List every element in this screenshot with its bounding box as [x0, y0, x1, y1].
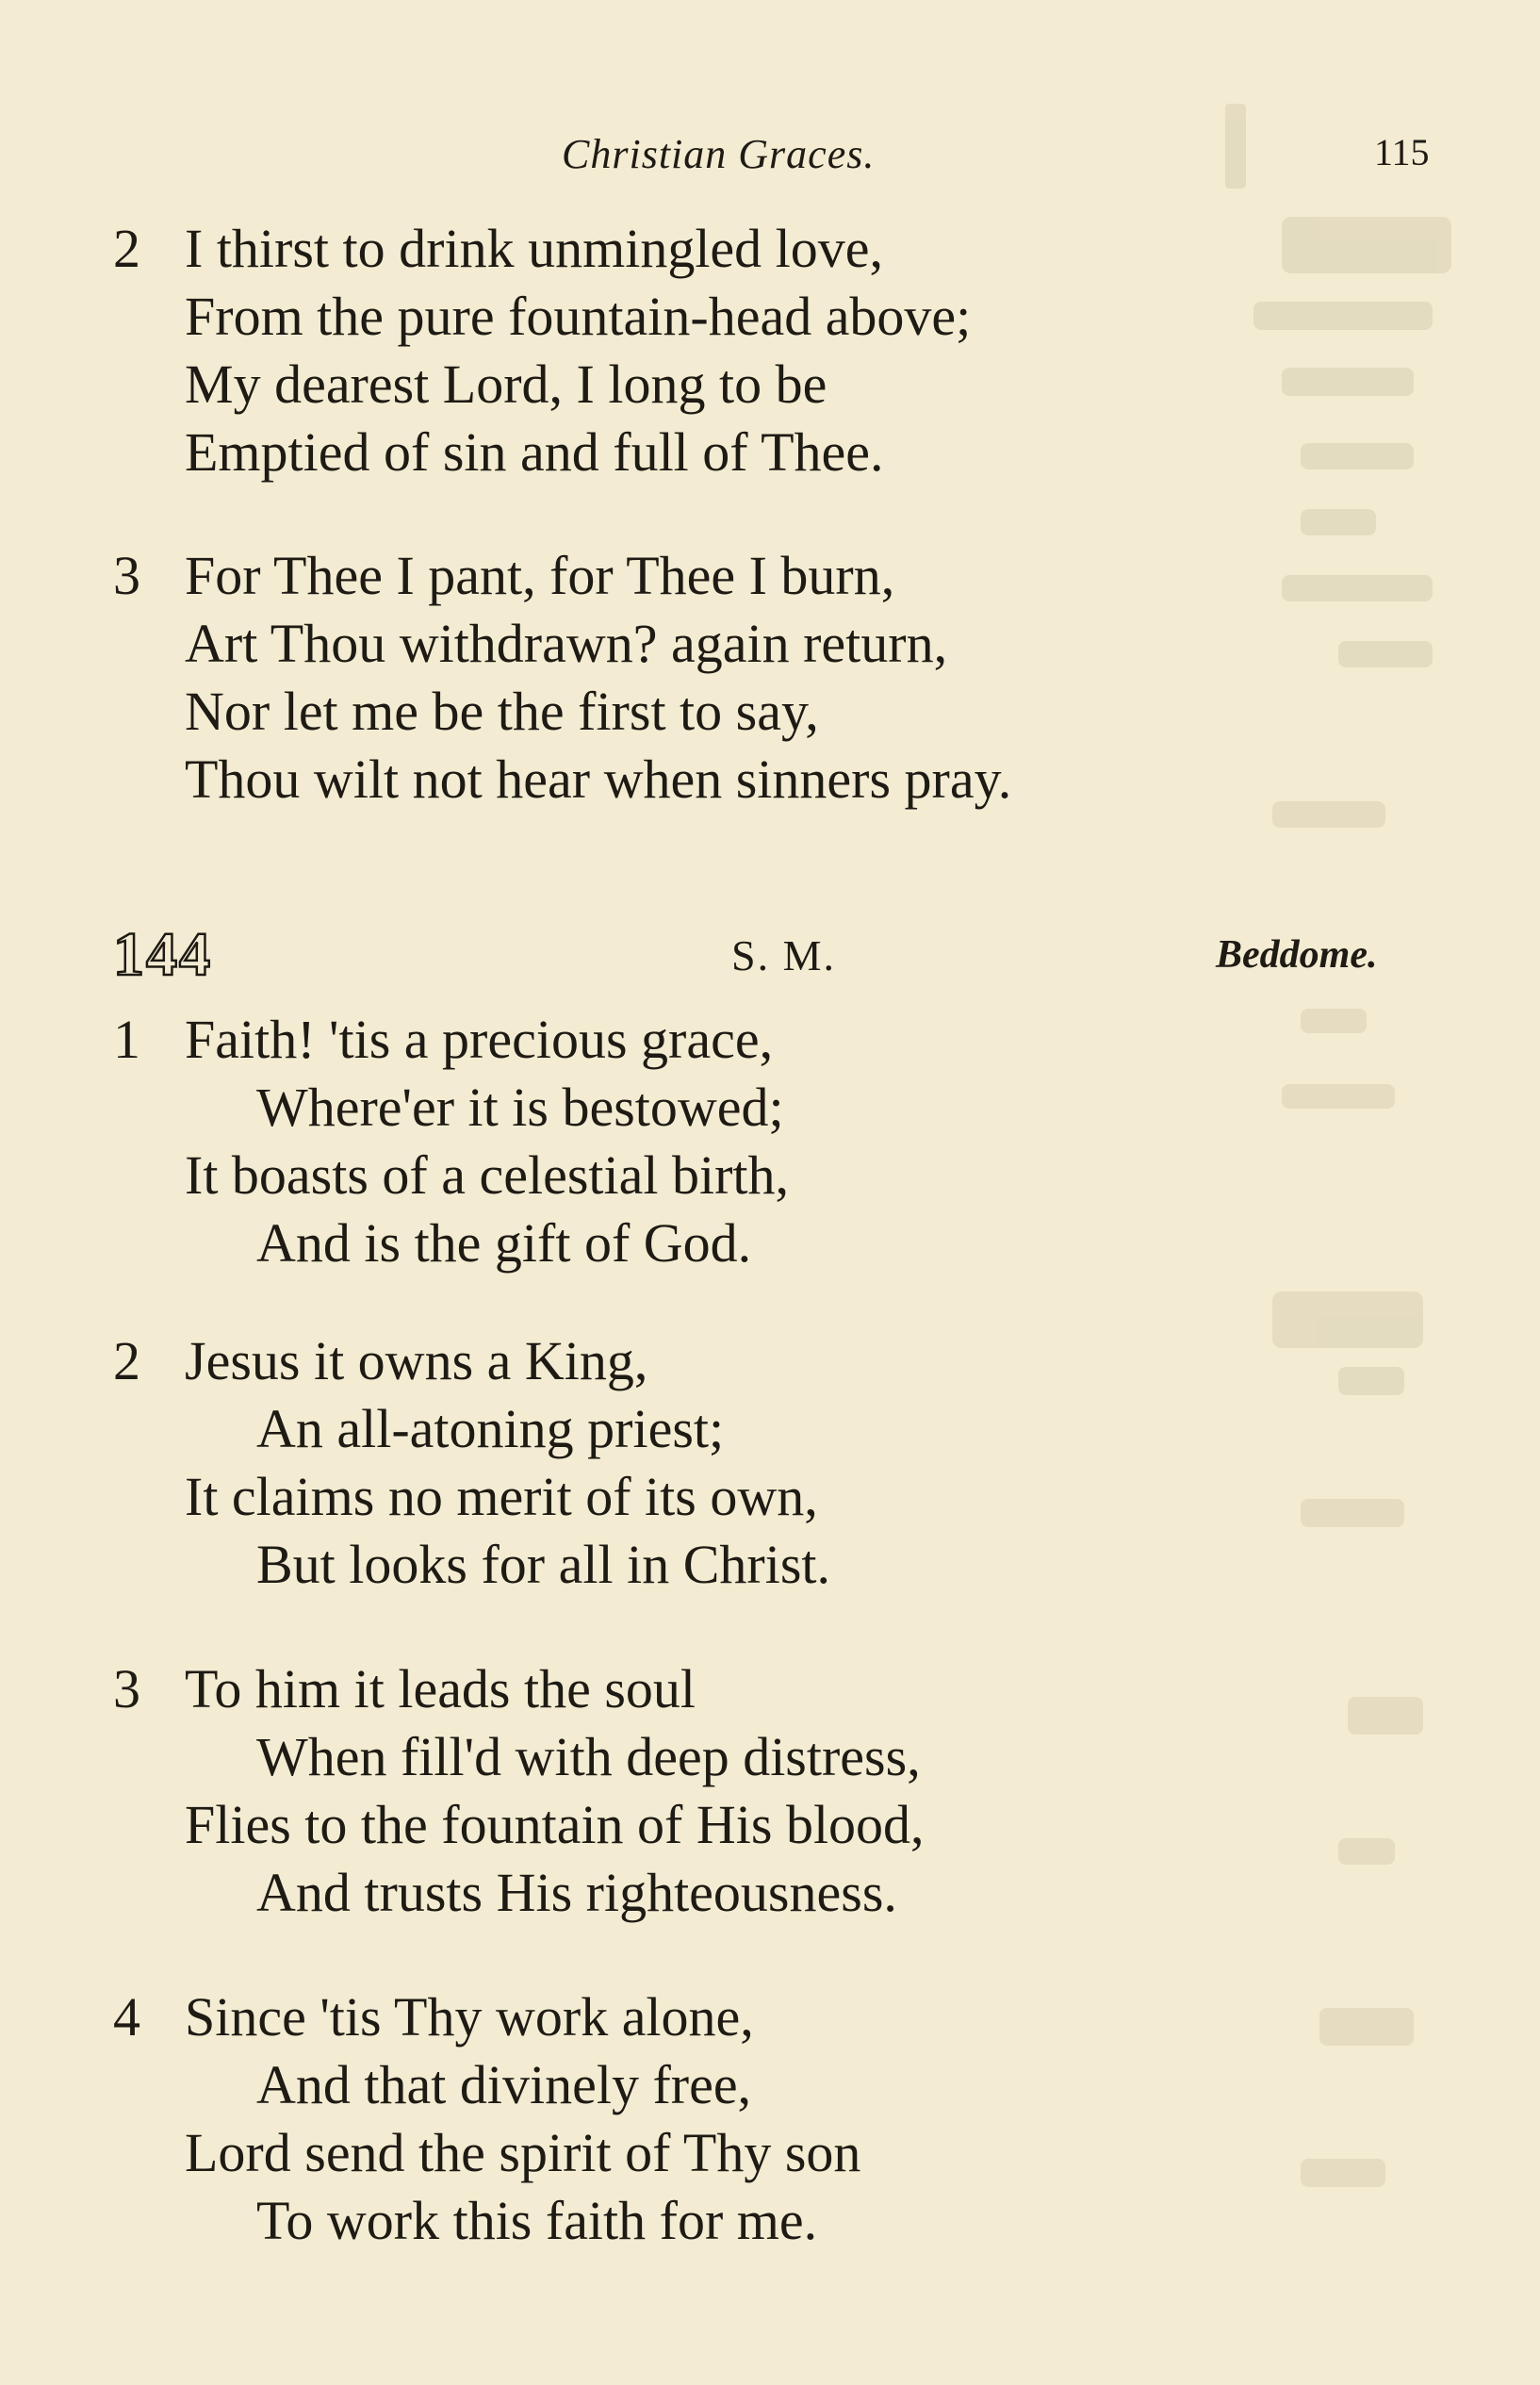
verse-line — [0, 1723, 1540, 1791]
running-head — [0, 130, 1540, 187]
stanza-number: 3 — [113, 545, 140, 606]
verse-line — [0, 1074, 1540, 1142]
verse-line — [0, 1395, 1540, 1463]
verse-line — [0, 1531, 1540, 1599]
verse-line — [0, 1859, 1540, 1927]
line-text: Faith! 'tis a precious grace, — [185, 1009, 774, 1070]
stanza-number: 4 — [113, 1986, 140, 2048]
previous-hymn-stanza-3 — [0, 542, 1540, 814]
line-text: Emptied of sin and full of Thee. — [185, 421, 884, 483]
line-text: From the pure fountain-head above; — [185, 286, 972, 347]
verse-line — [0, 1209, 1540, 1277]
stanza-number: 2 — [113, 218, 140, 279]
line-text: Lord send the spirit of Thy son — [185, 2122, 861, 2183]
verse-line — [0, 1983, 1540, 2051]
line-text: And is the gift of God. — [256, 1212, 752, 1274]
hymn-stanza-1 — [0, 1006, 1540, 1277]
verse-line — [0, 1327, 1540, 1395]
line-text: Nor let me be the first to say, — [185, 681, 819, 742]
verse-line — [0, 1142, 1540, 1209]
hymn-stanza-2 — [0, 1327, 1540, 1599]
stanza-number: 2 — [113, 1330, 140, 1391]
line-text: Thou wilt not hear when sinners pray. — [185, 748, 1012, 810]
verse-line — [0, 2119, 1540, 2187]
line-text: It boasts of a celestial birth, — [185, 1144, 790, 1206]
line-text: And trusts His righteousness. — [256, 1862, 897, 1923]
line-text: To work this faith for me. — [256, 2190, 818, 2251]
hymn-stanza-4 — [0, 1983, 1540, 2255]
hymn-meter: S. M. — [731, 931, 836, 979]
verse-line — [0, 542, 1540, 610]
running-title: Christian Graces. — [562, 131, 876, 177]
line-text: Since 'tis Thy work alone, — [185, 1986, 754, 2048]
verse-line — [0, 283, 1540, 351]
verse-line — [0, 351, 1540, 419]
line-text: It claims no merit of its own, — [185, 1466, 818, 1527]
line-text: To him it leads the soul — [185, 1658, 696, 1719]
verse-line — [0, 746, 1540, 814]
verse-line — [0, 1463, 1540, 1531]
hymn-number: 144 — [113, 920, 212, 989]
verse-line — [0, 215, 1540, 283]
page-number: 115 — [1374, 131, 1430, 173]
stanza-number: 1 — [113, 1009, 140, 1070]
line-text: Flies to the fountain of His blood, — [185, 1794, 925, 1855]
verse-line — [0, 2187, 1540, 2255]
previous-hymn-stanza-2 — [0, 215, 1540, 486]
line-text: Art Thou withdrawn? again return, — [185, 613, 948, 674]
line-text: For Thee I pant, for Thee I burn, — [185, 545, 895, 606]
verse-line — [0, 2051, 1540, 2119]
stanza-number: 3 — [113, 1658, 140, 1719]
verse-line — [0, 419, 1540, 486]
line-text: When fill'd with deep distress, — [256, 1726, 921, 1787]
verse-line — [0, 1006, 1540, 1074]
hymn-author: Beddome. — [1216, 933, 1378, 977]
hymn-stanza-3 — [0, 1655, 1540, 1927]
verse-line — [0, 678, 1540, 746]
line-text: Where'er it is bestowed; — [256, 1077, 784, 1138]
line-text: Jesus it owns a King, — [185, 1330, 648, 1391]
line-text: But looks for all in Christ. — [256, 1534, 830, 1595]
line-text: An all-atoning priest; — [256, 1398, 725, 1459]
line-text: I thirst to drink unmingled love, — [185, 218, 884, 279]
verse-line — [0, 1655, 1540, 1723]
line-text: My dearest Lord, I long to be — [185, 354, 827, 415]
verse-line — [0, 610, 1540, 678]
hymn-heading — [0, 919, 1540, 995]
line-text: And that divinely free, — [256, 2054, 752, 2115]
verse-line — [0, 1791, 1540, 1859]
